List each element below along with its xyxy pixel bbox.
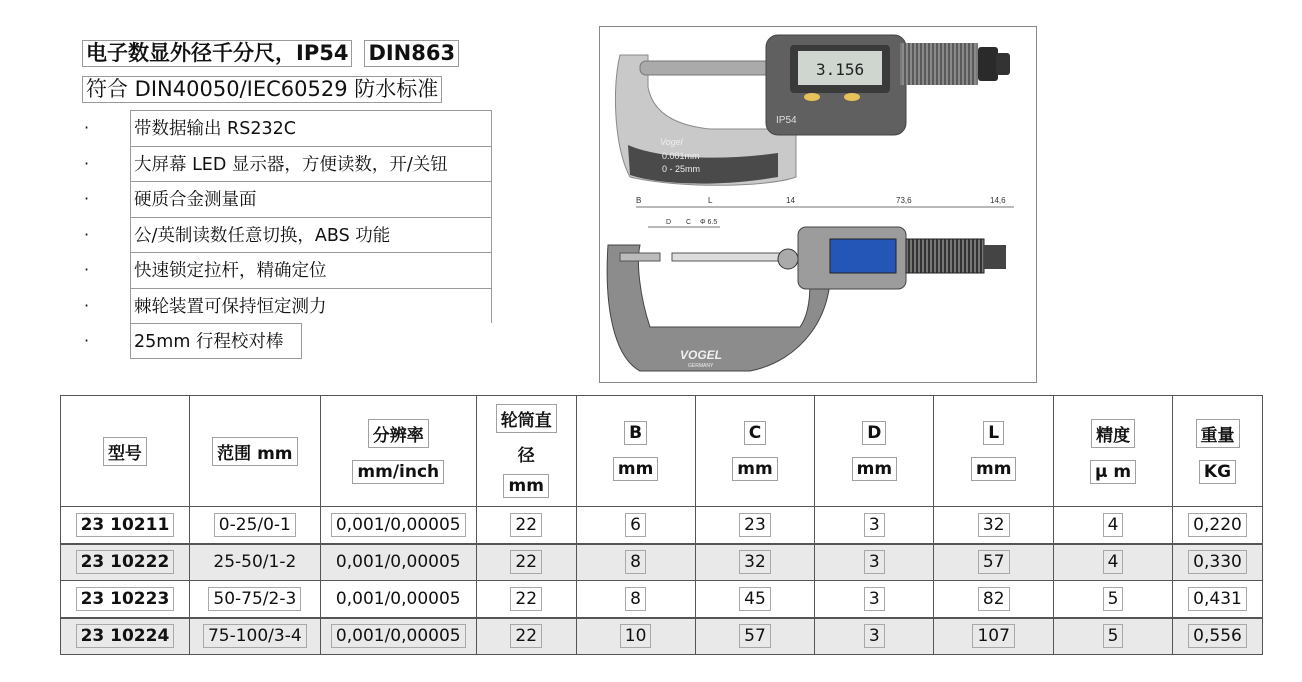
feature-item xyxy=(84,110,492,146)
spec-table xyxy=(60,395,1263,655)
cell-resolution: 0,001/0,00005 xyxy=(320,507,476,544)
table-row xyxy=(61,581,1263,618)
bullet: · xyxy=(84,295,90,315)
header-l: L mm xyxy=(934,396,1054,507)
cell-b: 8 xyxy=(576,544,695,581)
cell-b: 6 xyxy=(576,507,695,544)
cell-weight: 0,431 xyxy=(1173,581,1263,618)
feature-text: 大屏幕 LED 显示器，方便读数，开/关钮 xyxy=(130,146,492,182)
feature-item xyxy=(84,288,492,324)
table-row xyxy=(61,544,1263,581)
cell-d: 3 xyxy=(815,507,934,544)
bullet: · xyxy=(84,224,90,244)
ip-label: IP54 xyxy=(776,115,797,126)
lcd-reading: 3.156 xyxy=(816,60,865,79)
header-range: 范围 mm xyxy=(189,396,320,507)
header-c: C mm xyxy=(695,396,815,507)
cell-weight: 0,556 xyxy=(1173,618,1263,655)
bullet: · xyxy=(84,260,90,280)
table-row xyxy=(61,507,1263,544)
range-text: 0 - 25mm xyxy=(662,164,701,174)
micrometer-illustration xyxy=(600,27,1036,382)
feature-item xyxy=(84,181,492,217)
cell-accuracy: 4 xyxy=(1054,544,1173,581)
dim-d-label: D xyxy=(666,219,672,226)
feature-text: 棘轮装置可保持恒定测力 xyxy=(130,288,492,324)
feature-text: 公/英制读数任意切换，ABS 功能 xyxy=(130,217,492,253)
cell-accuracy: 4 xyxy=(1054,507,1173,544)
header-resolution: 分辨率 mm/inch xyxy=(320,396,476,507)
bullet: · xyxy=(84,118,90,138)
bullet: · xyxy=(84,189,90,209)
cell-c: 32 xyxy=(695,544,815,581)
brand-text: Vogel xyxy=(660,137,683,147)
dim-14-label: 14 xyxy=(786,196,795,205)
subtitle-text: 符合 DIN40050/IEC60529 防水标准 xyxy=(82,76,442,103)
feature-item xyxy=(84,252,492,288)
dim-dia-label: Φ 6.5 xyxy=(700,219,718,226)
cell-range: 25-50/1-2 xyxy=(189,544,320,581)
dim-73-label: 73,6 xyxy=(896,196,912,205)
dim-c-label: C xyxy=(686,219,692,226)
scale-text: 0.001mm xyxy=(662,151,700,161)
dim-146-label: 14,6 xyxy=(990,196,1006,205)
header-model: 型号 xyxy=(61,396,190,507)
cell-resolution: 0,001/0,00005 xyxy=(320,618,476,655)
feature-text: 硬质合金测量面 xyxy=(130,181,492,217)
table-row xyxy=(61,618,1263,655)
cell-b: 10 xyxy=(576,618,695,655)
feature-list xyxy=(84,110,492,359)
cell-accuracy: 5 xyxy=(1054,618,1173,655)
cell-model: 23 10222 xyxy=(61,544,190,581)
dim-l-label: L xyxy=(708,196,713,205)
cell-c: 45 xyxy=(695,581,815,618)
cell-resolution: 0,001/0,00005 xyxy=(320,581,476,618)
cell-resolution: 0,001/0,00005 xyxy=(320,544,476,581)
product-subtitle xyxy=(82,76,442,103)
cell-drum: 22 xyxy=(476,618,576,655)
product-image xyxy=(599,26,1037,383)
table-header-row xyxy=(61,396,1263,507)
cell-range: 75-100/3-4 xyxy=(189,618,320,655)
product-title-main: 电子数显外径千分尺，IP54 xyxy=(82,40,352,67)
header-accuracy: 精度 µ m xyxy=(1054,396,1173,507)
feature-item xyxy=(84,323,492,359)
technical-drawing xyxy=(607,196,1014,371)
cell-model: 23 10211 xyxy=(61,507,190,544)
feature-text: 带数据输出 RS232C xyxy=(130,110,492,146)
header-b: B mm xyxy=(576,396,695,507)
drawing-brand: VOGEL xyxy=(680,348,723,362)
cell-d: 3 xyxy=(815,581,934,618)
micrometer-photo xyxy=(615,35,1010,185)
header-drum-diameter: 轮筒直 径 mm xyxy=(476,396,576,507)
cell-range: 0-25/0-1 xyxy=(189,507,320,544)
cell-d: 3 xyxy=(815,618,934,655)
header-weight: 重量 KG xyxy=(1173,396,1263,507)
cell-b: 8 xyxy=(576,581,695,618)
cell-model: 23 10224 xyxy=(61,618,190,655)
cell-drum: 22 xyxy=(476,581,576,618)
cell-c: 57 xyxy=(695,618,815,655)
feature-item xyxy=(84,146,492,182)
cell-l: 57 xyxy=(934,544,1054,581)
cell-l: 32 xyxy=(934,507,1054,544)
cell-d: 3 xyxy=(815,544,934,581)
cell-l: 107 xyxy=(934,618,1054,655)
bullet: · xyxy=(84,153,90,173)
header-d: D mm xyxy=(815,396,934,507)
cell-model: 23 10223 xyxy=(61,581,190,618)
cell-drum: 22 xyxy=(476,544,576,581)
bullet: · xyxy=(84,331,90,351)
feature-text: 快速锁定拉杆，精确定位 xyxy=(130,252,492,288)
drawing-country: GERMANY xyxy=(688,363,714,369)
cell-weight: 0,220 xyxy=(1173,507,1263,544)
cell-range: 50-75/2-3 xyxy=(189,581,320,618)
dim-b-label: B xyxy=(636,196,642,205)
feature-text: 25mm 行程校对棒 xyxy=(130,323,302,359)
cell-weight: 0,330 xyxy=(1173,544,1263,581)
cell-c: 23 xyxy=(695,507,815,544)
standard-badge: DIN863 xyxy=(364,40,459,67)
cell-accuracy: 5 xyxy=(1054,581,1173,618)
cell-l: 82 xyxy=(934,581,1054,618)
product-title xyxy=(82,40,459,67)
feature-item xyxy=(84,217,492,253)
cell-drum: 22 xyxy=(476,507,576,544)
